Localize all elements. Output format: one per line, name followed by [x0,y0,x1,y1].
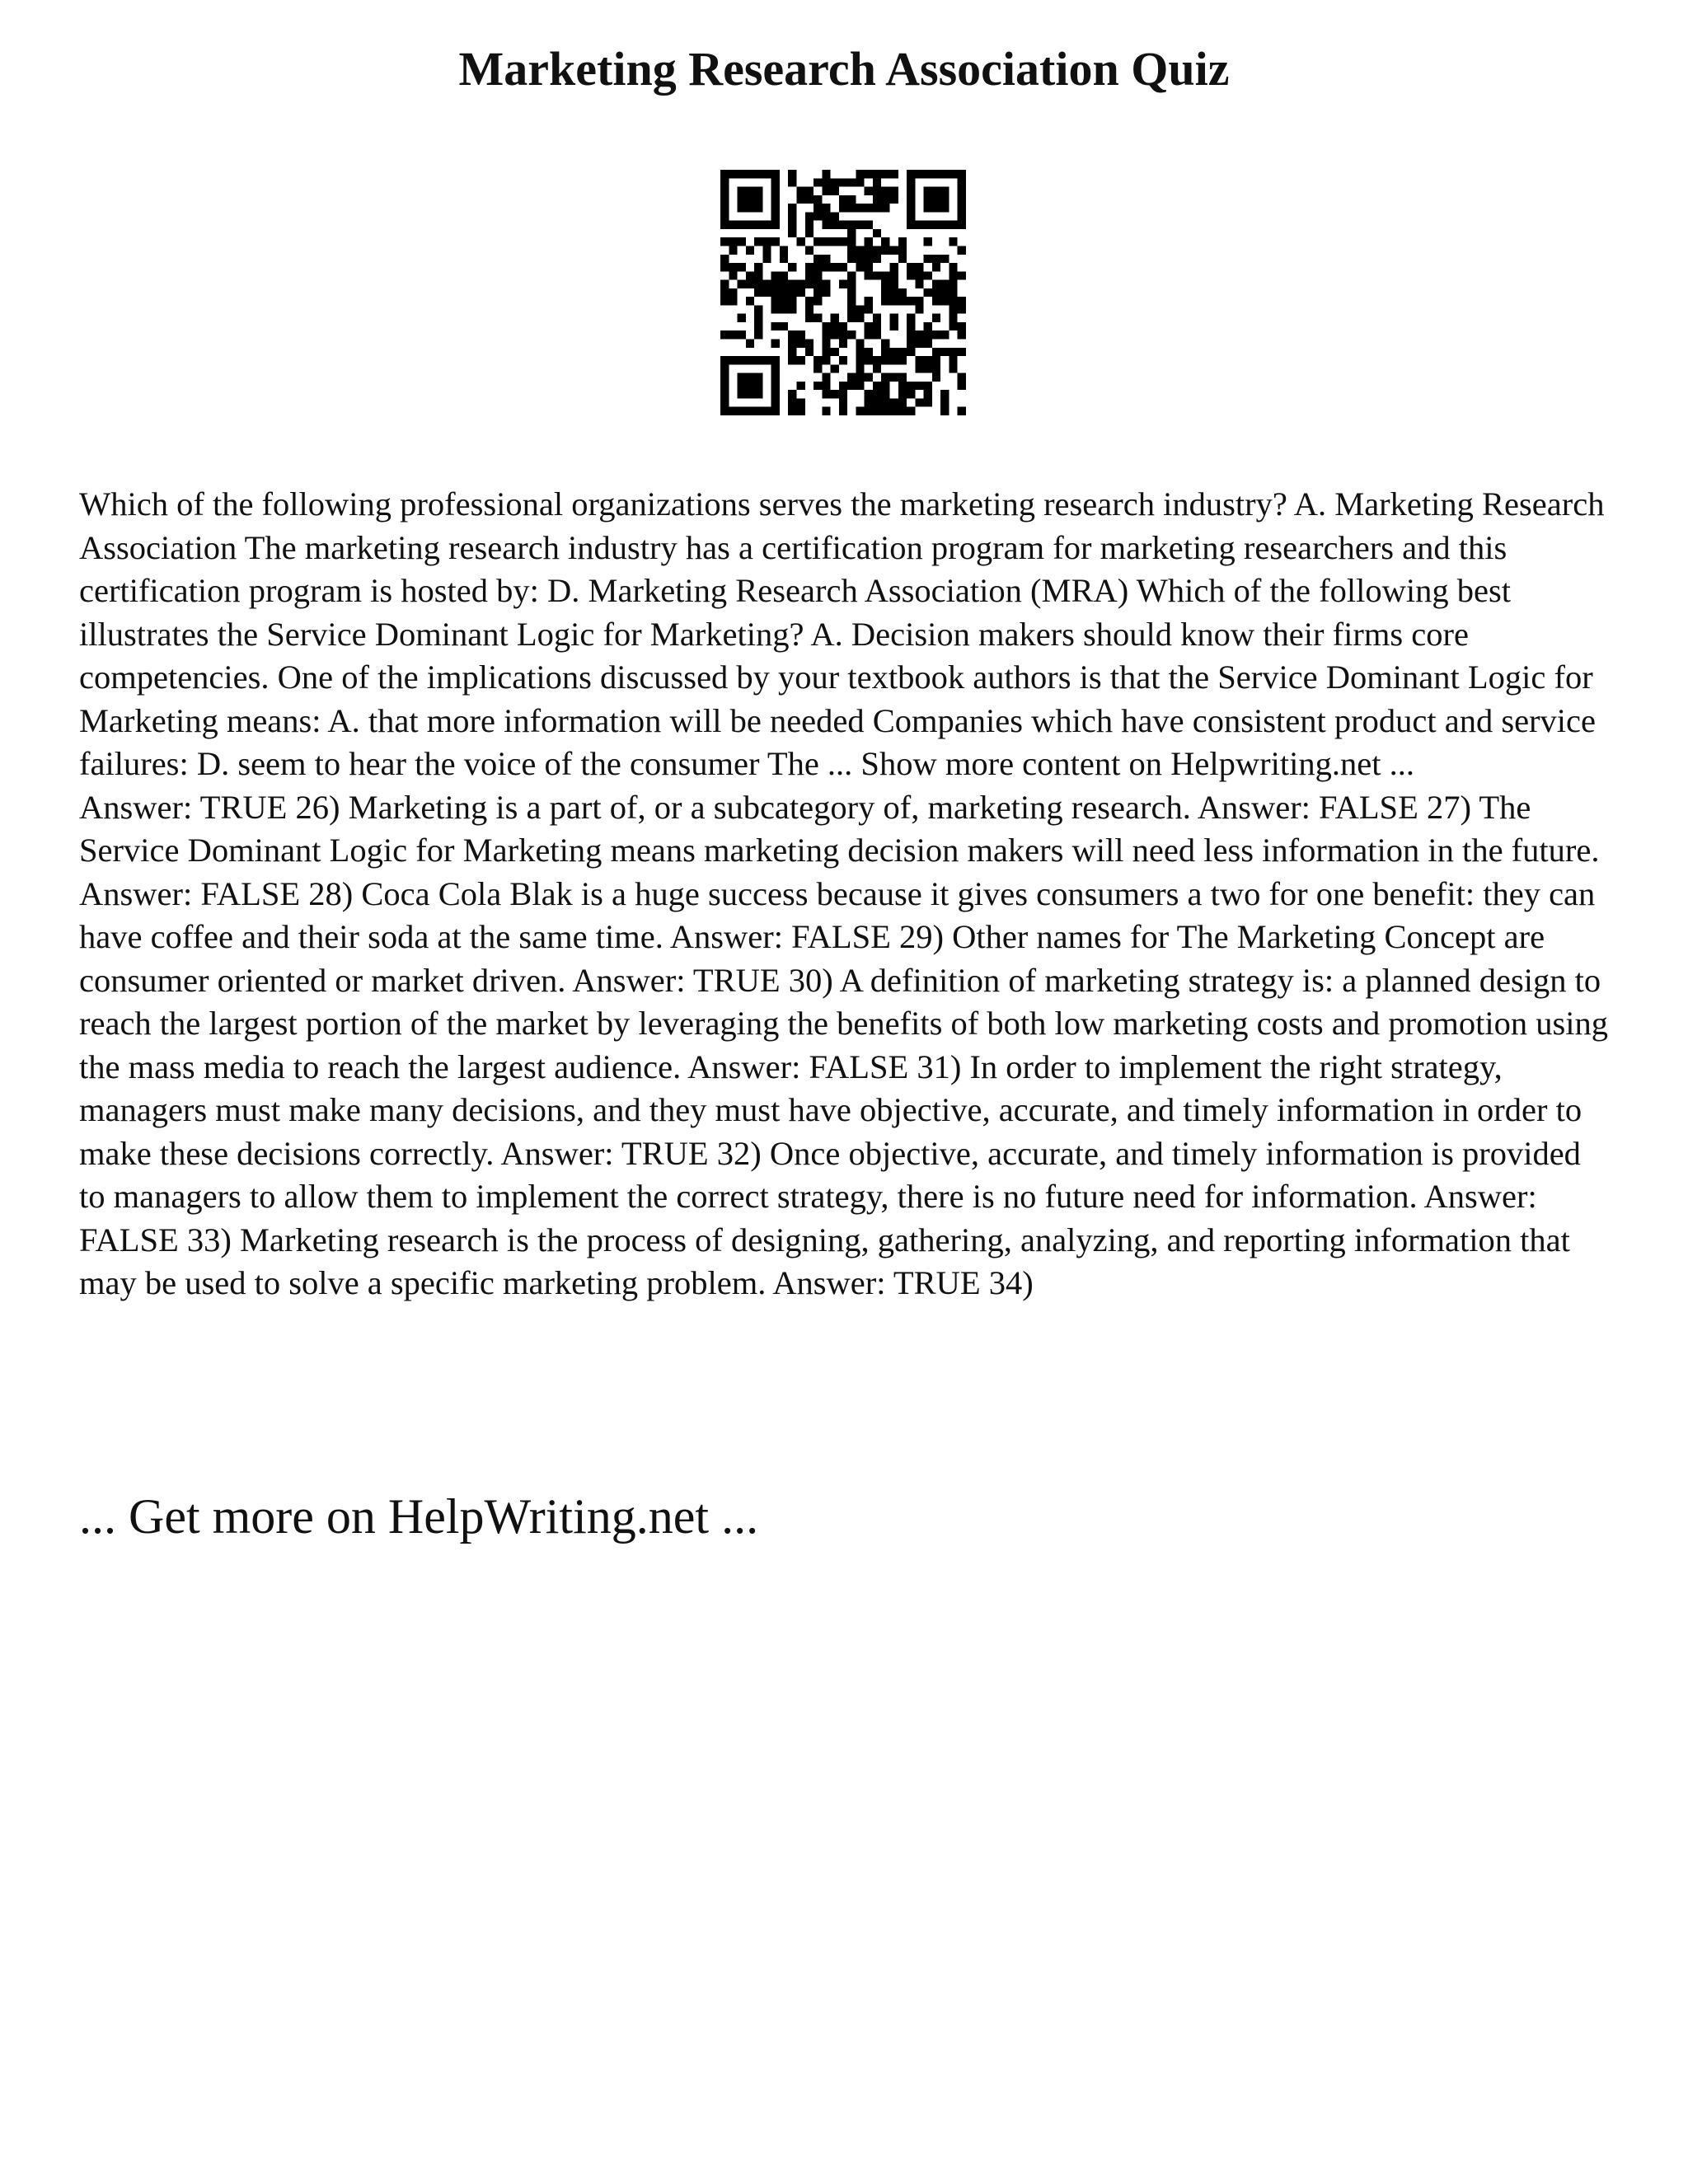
quiz-paragraph-answers: Answer: TRUE 26) Marketing is a part of, or a subcategory of, marketing research. Answer: FALSE 27) The Service Dominant Logic for Marketing means marketing decision makers will need less information in the future. Answer: FALSE 28) Coca Cola Blak is a huge success because it gives consumers a two for one benefit: they can have coffee and their soda at the same time. Answer: FALSE 29) Other names for The Marketing Concept are consumer oriented or market driven. Answer: TRUE 30) A definition of marketing strategy is: a planned design to reach the largest portion of the market by leveraging the benefits of both low marketing costs and promotion using the mass media to reach the largest audience. Answer: FALSE 31) In order to implement the right strategy, managers must make many decisions, and they must have objective, accurate, and timely information in order to make these decisions correctly. Answer: TRUE 32) Once objective, accurate, and timely information is provided to managers to allow them to implement the correct strategy, there is no future need for information. Answer: FALSE 33) Marketing research is the process of designing, gathering, analyzing, and reporting information that may be used to solve a specific marketing problem. Answer: TRUE 34) [79,788,1609,1301]
quiz-body [79,483,1612,1305]
get-more-link[interactable]: ... Get more on HelpWriting.net ... [79,1489,759,1544]
qr-code-icon [720,170,966,415]
quiz-paragraph-intro: Which of the following professional organizations serves the marketing research industry? A. Marketing Research Association The marketing research industry has a certification program for marketing researchers and this certification program is hosted by: D. Marketing Research Association (MRA) Which of the following best illustrates the Service Dominant Logic for Marketing? A. Decision makers should know their firms core competencies. One of the implications discussed by your textbook authors is that the Service Dominant Logic for Marketing means: A. that more information will be needed Companies which have consistent product and service failures: D. seem to hear the voice of the consumer The ... Show more content on Helpwriting.net ... [79,485,1605,782]
page-title: Marketing Research Association Quiz [458,42,1230,96]
